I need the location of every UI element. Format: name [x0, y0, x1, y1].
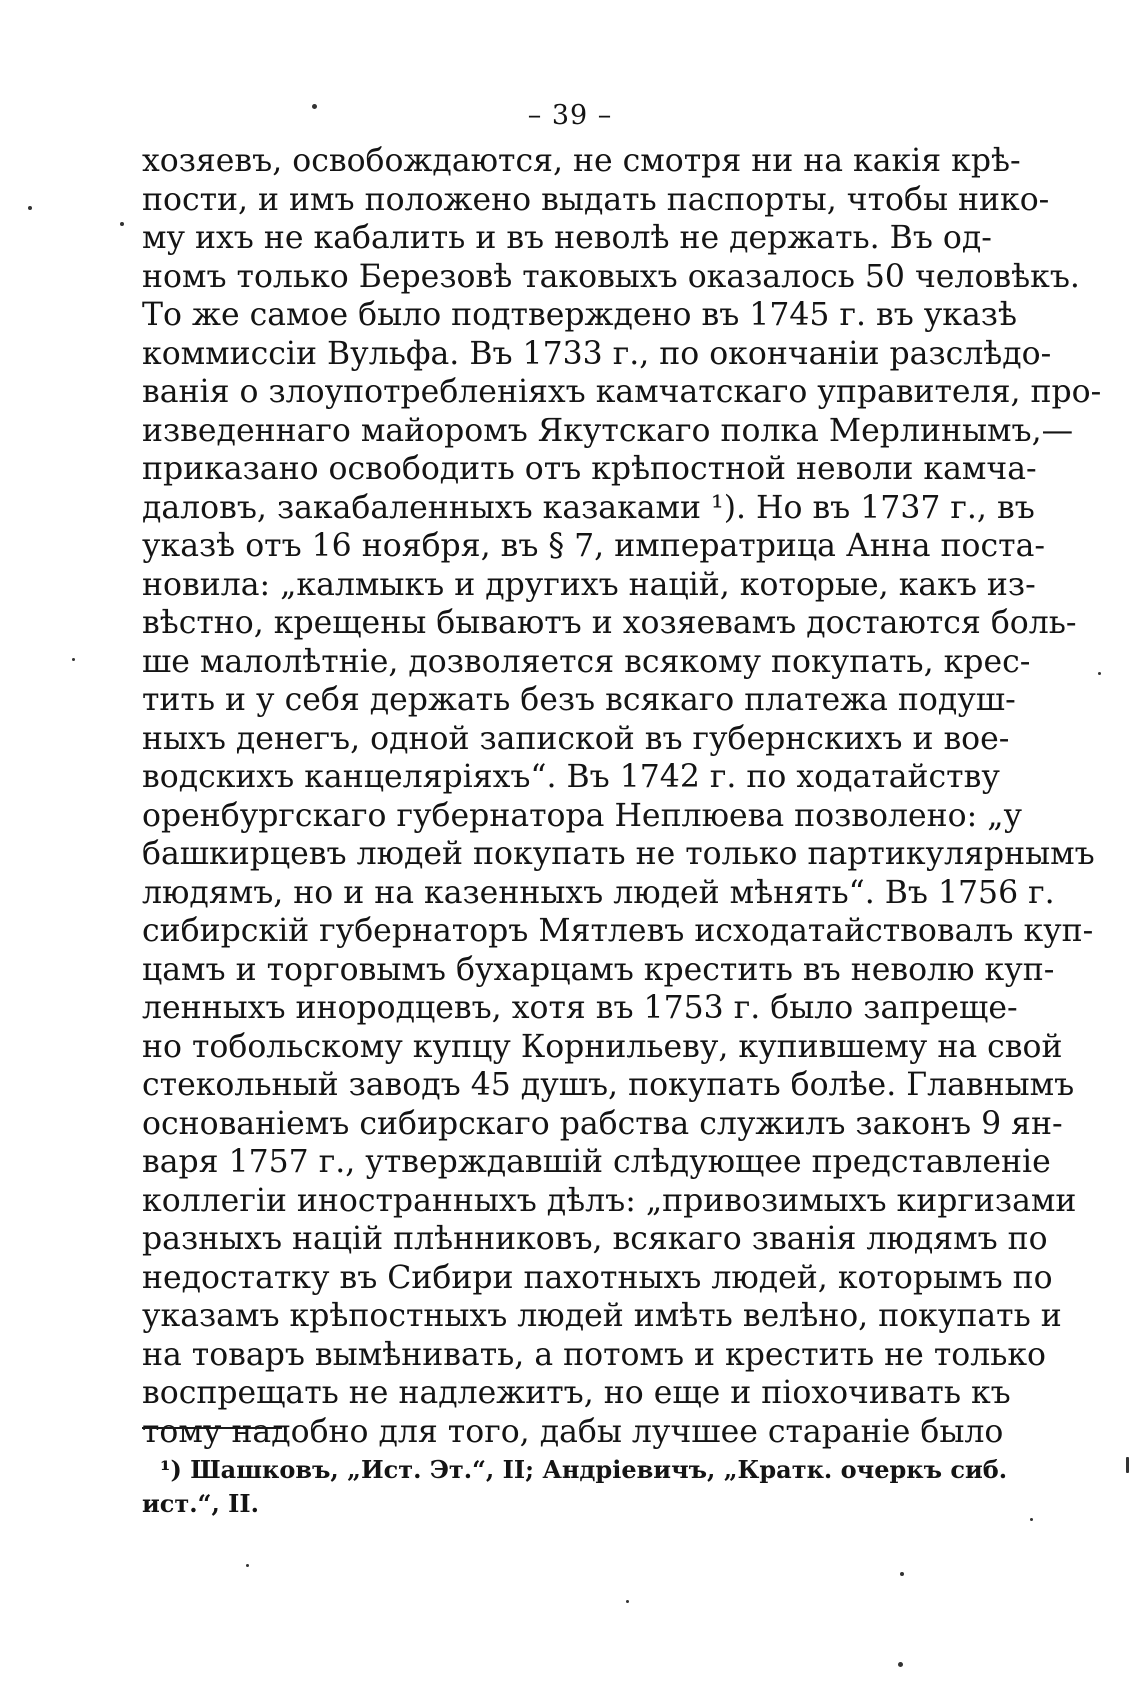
footnote [142, 1453, 1008, 1521]
text-line: воспрещать не надлежитъ, но еще и піохочивать къ [142, 1375, 1011, 1411]
text-line: пости, и имъ положено выдать паспорты, чтобы нико- [142, 181, 1050, 218]
text-line: ванія о злоупотребленіяхъ камчатскаго управителя, про- [142, 374, 1102, 410]
scan-speck [1126, 1457, 1129, 1473]
text-line: цамъ и торговымъ бухарцамъ крестить въ неволю куп- [142, 951, 1055, 988]
text-line: ленныхъ инородцевъ, хотя въ 1753 г. было запреще- [142, 990, 1018, 1026]
text-line: недостатку въ Сибири пахотныхъ людей, которымъ по [142, 1259, 1053, 1296]
footnote-line: ист.“, II. [142, 1489, 259, 1518]
scan-speck [1030, 1518, 1033, 1521]
text-line: тить и у себя держать безъ всякаго платежа подуш- [142, 682, 1016, 718]
text-line: номъ только Березовѣ таковыхъ оказалось 50 человѣкъ. [142, 258, 1080, 295]
text-line: башкирцевъ людей покупать не только партикулярнымъ [142, 836, 1095, 872]
text-line: оренбургскаго губернатора Неплюева позволено: „у [142, 797, 1023, 834]
text-line: разныхъ націй плѣнниковъ, всякаго званія людямъ по [142, 1221, 1048, 1257]
text-line: людямъ, но и на казенныхъ людей мѣнять“. Въ 1756 г. [142, 874, 1055, 911]
text-line: указамъ крѣпостныхъ людей имѣть велѣно, покупать и [142, 1298, 1062, 1334]
scan-speck [246, 1564, 249, 1567]
text-line: водскихъ канцеляріяхъ“. Въ 1742 г. по ходатайству [142, 759, 1000, 795]
scan-speck [312, 104, 317, 109]
footnote-line: ¹) Шашковъ, „Ист. Эт.“, II; Андріевичъ, „Кратк. очеркъ сиб. [160, 1455, 1008, 1484]
text-line: То же самое было подтверждено въ 1745 г. въ указѣ [142, 297, 1017, 333]
text-line: указѣ отъ 16 ноября, въ § 7, императрица Анна поста- [142, 528, 1046, 564]
text-line: приказано освободить отъ крѣпостной неволи камча- [142, 451, 1037, 487]
text-line: хозяевъ, освобождаются, не смотря ни на какія крѣ- [142, 143, 1021, 179]
page-number: – 39 – [527, 100, 613, 131]
footnote-separator [142, 1427, 282, 1429]
scan-speck [626, 1600, 629, 1603]
scan-speck [900, 1572, 904, 1576]
text-line: му ихъ не кабалить и въ неволѣ не держать. Въ од- [142, 220, 992, 256]
text-line: стекольный заводъ 45 душъ, покупать болѣе. Главнымъ [142, 1067, 1075, 1103]
text-line: изведеннаго майоромъ Якутскаго полка Мерлинымъ,— [142, 412, 1074, 449]
text-line: вѣстно, крещены бываютъ и хозяевамъ достаются боль- [142, 605, 1077, 641]
text-line: ше малолѣтніе, дозволяется всякому покупать, крес- [142, 643, 1031, 680]
text-line: варя 1757 г., утверждавшій слѣдующее представленіе [142, 1144, 1051, 1180]
text-line: сибирскій губернаторъ Мятлевъ исходатайствовалъ куп- [142, 913, 1094, 949]
text-line: на товаръ вымѣнивать, а потомъ и крестить не только [142, 1336, 1047, 1373]
text-line: коллегіи иностранныхъ дѣлъ: „привозимыхъ киргизами [142, 1182, 1077, 1219]
text-line: ныхъ денегъ, одной запиской въ губернскихъ и вое- [142, 720, 1010, 757]
text-line: тому надобно для того, дабы лучшее стараніе было [142, 1413, 1004, 1450]
body-text [142, 142, 1102, 1451]
scan-speck [898, 1662, 903, 1667]
scan-speck [28, 206, 32, 210]
text-line: новила: „калмыкъ и другихъ націй, которые, какъ из- [142, 566, 1036, 603]
scan-speck [1098, 672, 1101, 675]
text-line: основаніемъ сибирскаго рабства служилъ законъ 9 ян- [142, 1105, 1063, 1142]
scan-speck [120, 222, 124, 226]
text-line: коммиссіи Вульфа. Въ 1733 г., по окончаніи разслѣдо- [142, 335, 1052, 372]
text-line: даловъ, закабаленныхъ казаками ¹). Но въ 1737 г., въ [142, 489, 1035, 526]
scan-speck [72, 658, 75, 661]
text-line: но тобольскому купцу Корнильеву, купившему на свой [142, 1028, 1063, 1065]
